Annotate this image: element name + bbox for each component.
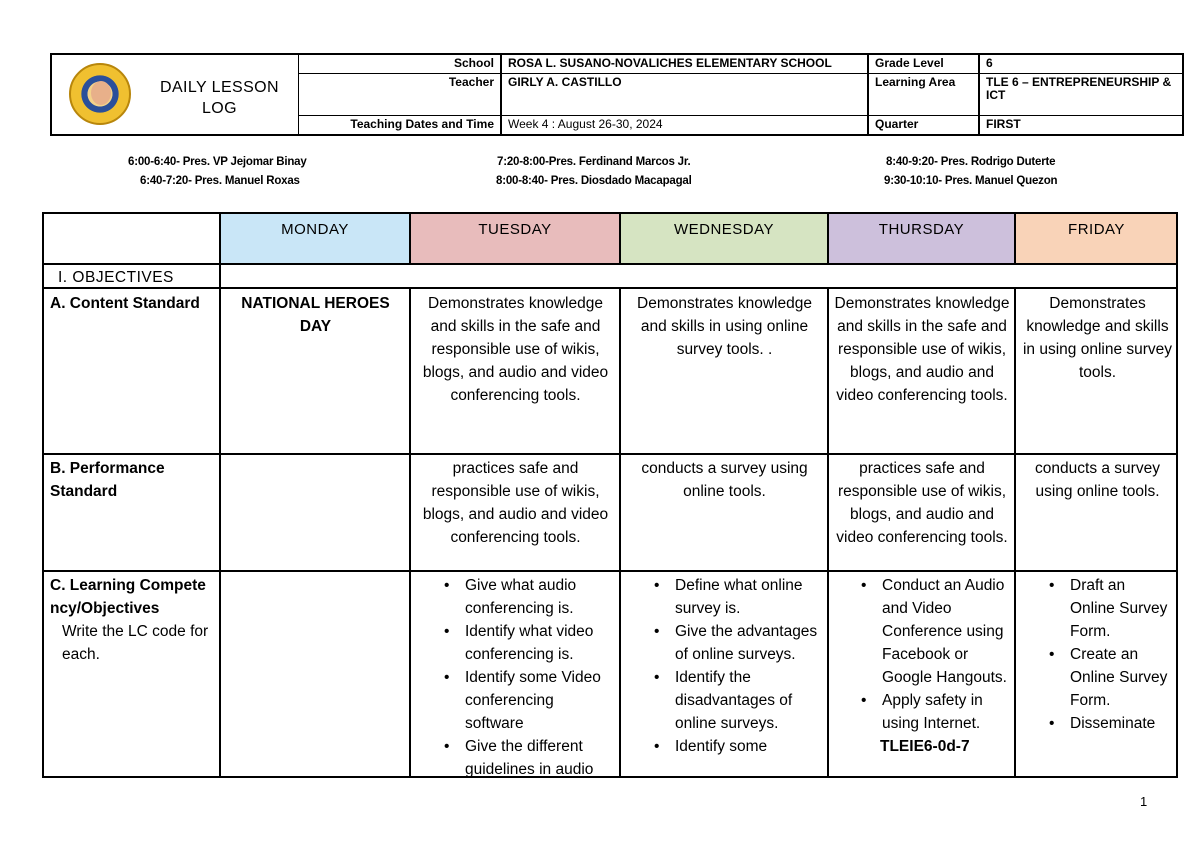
thursday-objectives-list — [860, 574, 1010, 735]
thursday-lc-code: TLEIE6-0d-7 — [880, 738, 970, 755]
schedule-item: 7:20-8:00-Pres. Ferdinand Marcos Jr. — [497, 156, 691, 168]
learning-area-label: Learning Area — [869, 74, 980, 115]
list-item: • Identify some Video conferencing software — [465, 666, 615, 735]
header-row-dates — [299, 116, 1182, 134]
performance-standard-thursday: practices safe and responsible use of wikis, blogs, and audio and video conferencing tools. — [836, 460, 1008, 546]
column-divider — [409, 214, 411, 264]
performance-standard-wednesday: conducts a survey using online tools. — [641, 460, 808, 500]
day-header-wednesday: WEDNESDAY — [620, 214, 828, 264]
day-header-thursday: THURSDAY — [828, 214, 1015, 264]
column-divider — [1014, 288, 1016, 776]
grade-level-label: Grade Level — [869, 55, 980, 73]
document-title: DAILY LESSON LOG — [160, 79, 279, 117]
column-divider — [409, 288, 411, 776]
row-divider — [44, 453, 1176, 455]
content-standard-label: A. Content Standard — [50, 295, 200, 312]
content-standard-wednesday: Demonstrates knowledge and skills in using online survey tools. . — [637, 295, 812, 358]
logo-cell — [52, 55, 299, 134]
grade-level-value: 6 — [986, 56, 993, 70]
column-divider — [827, 288, 829, 776]
learning-competency-text: C. Learning Competency/Objectives — [50, 577, 206, 617]
quarter-value: FIRST — [986, 117, 1021, 131]
header-row-school — [299, 55, 1182, 74]
day-header-friday: FRIDAY — [1015, 214, 1178, 264]
row-divider — [44, 263, 1176, 265]
performance-standard-friday: conducts a survey using online tools. — [1035, 460, 1160, 500]
lc-code-note: Write the LC code for each. — [62, 623, 209, 663]
day-header-tuesday: TUESDAY — [410, 214, 620, 264]
learning-competency-thursday — [856, 574, 1014, 758]
column-divider — [827, 214, 829, 264]
header-table — [50, 53, 1184, 136]
teacher-label: Teacher — [299, 74, 502, 115]
list-item: • Disseminate — [1070, 712, 1174, 735]
content-standard-thursday: Demonstrates knowledge and skills in the safe and responsible use of wikis, blogs, and audio and video conferencing tools. — [834, 295, 1010, 404]
list-item: • Draft an Online Survey Form. — [1070, 574, 1174, 643]
learning-competency-label — [50, 574, 210, 666]
learning-competency-wednesday — [649, 574, 827, 758]
page-number: 1 — [1140, 794, 1148, 809]
column-divider — [619, 288, 621, 776]
header-row-teacher — [299, 74, 1182, 116]
tuesday-objectives-list — [443, 574, 615, 778]
content-standard-friday: Demonstrates knowledge and skills in using online survey tools. — [1022, 295, 1173, 381]
quarter-label: Quarter — [869, 116, 980, 134]
schedule-item: 9:30-10:10- Pres. Manuel Quezon — [884, 175, 1058, 187]
row-divider — [44, 570, 1176, 572]
schedule-item: 6:40-7:20- Pres. Manuel Roxas — [140, 175, 300, 187]
column-divider — [619, 214, 621, 264]
lesson-table — [42, 212, 1178, 778]
learning-competency-friday — [1044, 574, 1178, 735]
list-item: • Give what audio conferencing is. — [465, 574, 615, 620]
wednesday-objectives-list — [653, 574, 823, 758]
content-standard-tuesday: Demonstrates knowledge and skills in the safe and responsible use of wikis, blogs, and audio and video conferencing tools. — [422, 295, 609, 404]
content-standard-monday: NATIONAL HEROES DAY — [241, 295, 390, 335]
list-item: • Identify the disadvantages of online surveys. — [675, 666, 823, 735]
teacher-value: GIRLY A. CASTILLO — [502, 74, 869, 115]
list-item: • Identify some — [675, 735, 823, 758]
list-item: • Identify what video conferencing is. — [465, 620, 615, 666]
performance-standard-text: B. Performance Standard — [50, 460, 165, 500]
column-divider — [1014, 214, 1016, 264]
schedule-item: 8:00-8:40- Pres. Diosdado Macapagal — [496, 175, 692, 187]
school-value: ROSA L. SUSANO-NOVALICHES ELEMENTARY SCHOOL — [502, 55, 869, 73]
objectives-heading: I. OBJECTIVES — [58, 269, 174, 286]
learning-area-value: TLE 6 – ENTREPRENEURSHIP & ICT — [986, 75, 1172, 102]
list-item: • Create an Online Survey Form. — [1070, 643, 1174, 712]
column-divider — [219, 214, 221, 776]
list-item: • Give the different guidelines in audio — [465, 735, 615, 778]
list-item: • Define what online survey is. — [675, 574, 823, 620]
row-divider — [44, 287, 1176, 289]
dates-value: Week 4 : August 26-30, 2024 — [502, 116, 869, 134]
school-logo — [69, 63, 131, 125]
schedule-item: 8:40-9:20- Pres. Rodrigo Duterte — [886, 156, 1056, 168]
performance-standard-label — [50, 457, 200, 503]
list-item: • Give the advantages of online surveys. — [675, 620, 823, 666]
list-item: • Conduct an Audio and Video Conference using Facebook or Google Hangouts. — [882, 574, 1010, 689]
dates-label: Teaching Dates and Time — [299, 116, 502, 134]
performance-standard-tuesday: practices safe and responsible use of wikis, blogs, and audio and video conferencing tools. — [422, 460, 609, 546]
school-label: School — [299, 55, 502, 73]
learning-competency-tuesday — [439, 574, 619, 778]
day-header-monday: MONDAY — [220, 214, 410, 264]
friday-objectives-list — [1048, 574, 1174, 735]
schedule-item: 6:00-6:40- Pres. VP Jejomar Binay — [128, 156, 307, 168]
list-item: • Apply safety in using Internet. — [882, 689, 1010, 735]
